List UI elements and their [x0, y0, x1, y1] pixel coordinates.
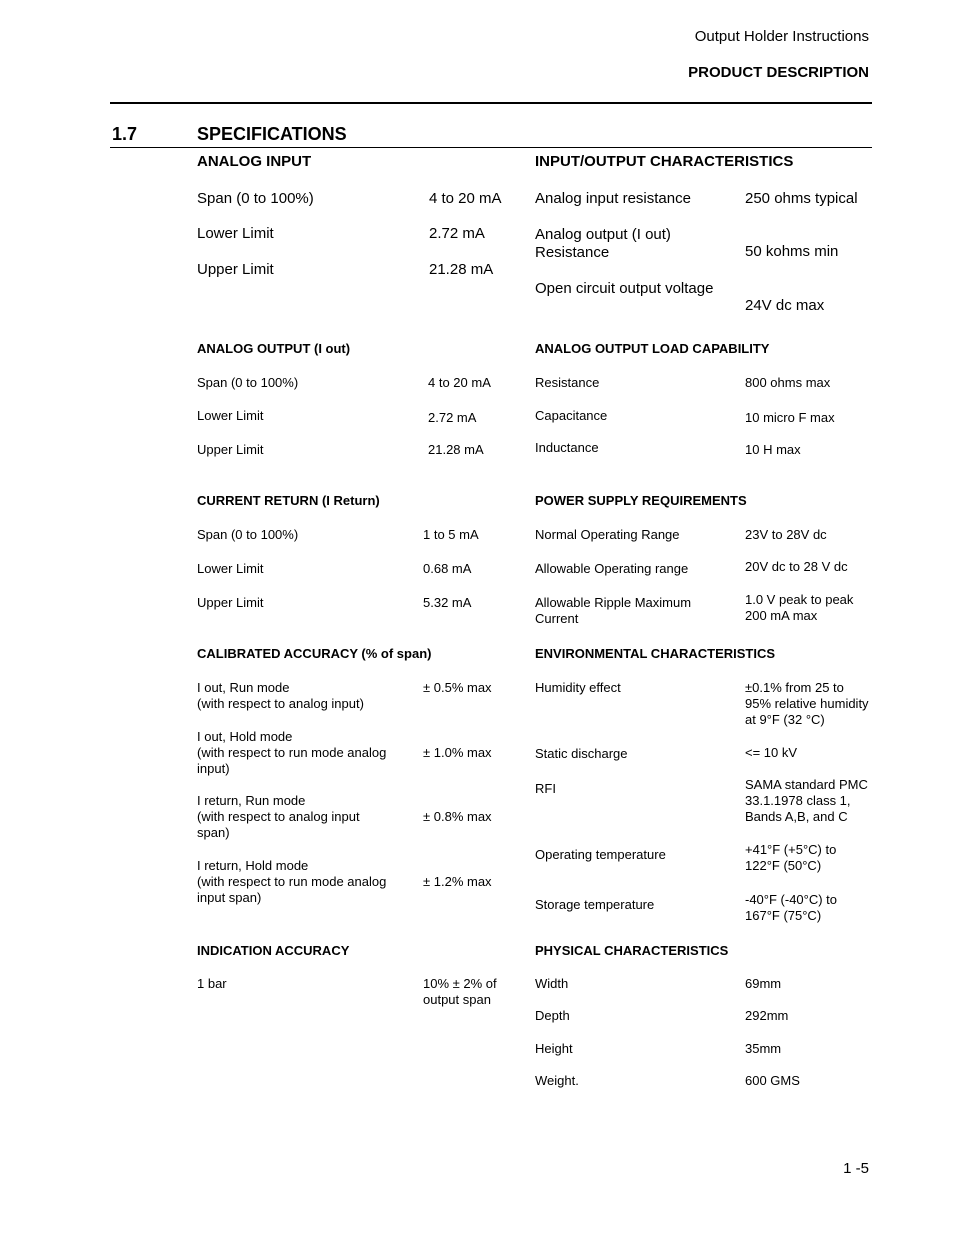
spec-value: 2.72 mA — [429, 225, 485, 242]
spec-label: Static discharge — [535, 746, 628, 761]
spec-label: Depth — [535, 1008, 570, 1023]
spec-value: 292mm — [745, 1008, 789, 1023]
section-title: SPECIFICATIONS — [197, 124, 347, 144]
spec-label: Capacitance — [535, 408, 608, 423]
spec-value: +41°F (+5°C) to 122°F (50°C) — [745, 842, 837, 873]
spec-label: Inductance — [535, 440, 599, 455]
calibrated-accuracy-heading: CALIBRATED ACCURACY (% of span) — [197, 646, 432, 661]
spec-label: Upper Limit — [197, 595, 264, 610]
spec-label: Width — [535, 976, 569, 991]
spec-value: 1 to 5 mA — [423, 527, 479, 542]
spec-label: Allowable Ripple Maximum Current — [535, 595, 692, 626]
analog-input-heading: ANALOG INPUT — [197, 153, 312, 170]
power-supply-heading: POWER SUPPLY REQUIREMENTS — [535, 493, 747, 508]
spec-value: 800 ohms max — [745, 375, 831, 390]
spec-label: I return, Run mode (with respect to analog input span) — [197, 793, 360, 840]
document-title: Output Holder Instructions — [694, 28, 869, 45]
spec-value: 10 micro F max — [745, 410, 835, 425]
io-characteristics-heading: INPUT/OUTPUT CHARACTERISTICS — [535, 153, 794, 170]
chapter-title: PRODUCT DESCRIPTION — [688, 64, 869, 81]
section-number: 1.7 — [112, 124, 138, 144]
spec-value: 35mm — [745, 1041, 782, 1056]
spec-label: Span (0 to 100%) — [197, 375, 299, 390]
spec-value: ± 0.5% max — [423, 680, 492, 695]
spec-value: 2.72 mA — [428, 410, 477, 425]
spec-label: Analog input resistance — [535, 190, 691, 207]
spec-label: Span (0 to 100%) — [197, 527, 299, 542]
spec-value: 600 GMS — [745, 1073, 800, 1088]
output-load-heading: ANALOG OUTPUT LOAD CAPABILITY — [535, 341, 770, 356]
spec-label: Open circuit output voltage — [535, 280, 714, 297]
spec-label: I out, Run mode (with respect to analog input) — [197, 680, 364, 711]
spec-label: Lower Limit — [197, 561, 264, 576]
spec-label: Analog output (I out) Resistance — [535, 226, 671, 261]
spec-value: 10% ± 2% of output span — [423, 976, 497, 1007]
spec-value: 23V to 28V dc — [745, 527, 827, 542]
environmental-heading: ENVIRONMENTAL CHARACTERISTICS — [535, 646, 776, 661]
spec-value: 50 kohms min — [745, 243, 839, 260]
indication-accuracy-heading: INDICATION ACCURACY — [197, 943, 350, 958]
spec-value: ± 0.8% max — [423, 809, 492, 824]
spec-value: -40°F (-40°C) to 167°F (75°C) — [745, 892, 838, 923]
analog-output-heading: ANALOG OUTPUT (I out) — [197, 341, 351, 356]
spec-label: Weight. — [535, 1073, 579, 1088]
header-divider — [110, 102, 872, 104]
section-divider — [110, 147, 872, 148]
spec-value: 21.28 mA — [429, 261, 494, 278]
spec-label: Span (0 to 100%) — [197, 190, 314, 207]
spec-label: Height — [535, 1041, 573, 1056]
spec-label: 1 bar — [197, 976, 227, 991]
spec-label: Operating temperature — [535, 847, 666, 862]
spec-label: RFI — [535, 781, 556, 796]
spec-value: 69mm — [745, 976, 782, 991]
spec-value: <= 10 kV — [745, 745, 798, 760]
spec-label: Storage temperature — [535, 897, 655, 912]
spec-label: Upper Limit — [197, 261, 274, 278]
spec-value: 10 H max — [745, 442, 801, 457]
spec-value: 4 to 20 mA — [428, 375, 491, 390]
current-return-heading: CURRENT RETURN (I Return) — [197, 493, 380, 508]
physical-heading: PHYSICAL CHARACTERISTICS — [535, 943, 729, 958]
spec-value: ± 1.2% max — [423, 874, 492, 889]
spec-value: ± 1.0% max — [423, 745, 492, 760]
spec-value: 0.68 mA — [423, 561, 472, 576]
spec-value: 24V dc max — [745, 297, 825, 314]
spec-label: I out, Hold mode (with respect to run mode analog input) — [197, 729, 387, 776]
spec-label: Lower Limit — [197, 225, 274, 242]
spec-value: 21.28 mA — [428, 442, 484, 457]
spec-value: 1.0 V peak to peak 200 mA max — [745, 592, 854, 623]
spec-label: Normal Operating Range — [535, 527, 680, 542]
spec-value: 250 ohms typical — [745, 190, 858, 207]
spec-value: 4 to 20 mA — [429, 190, 502, 207]
spec-label: Lower Limit — [197, 408, 264, 423]
spec-label: I return, Hold mode (with respect to run mode analog input span) — [197, 858, 387, 905]
spec-value: SAMA standard PMC 33.1.1978 class 1, Bands A,B, and C — [745, 777, 868, 824]
spec-label: Resistance — [535, 375, 600, 390]
spec-value: 5.32 mA — [423, 595, 472, 610]
spec-label: Upper Limit — [197, 442, 264, 457]
spec-label: Humidity effect — [535, 680, 621, 695]
page-number: 1 -5 — [843, 1160, 869, 1177]
spec-label: Allowable Operating range — [535, 561, 689, 576]
spec-value: 20V dc to 28 V dc — [745, 559, 848, 574]
spec-value: ±0.1% from 25 to 95% relative humidity at 9°F (32 °C) — [745, 680, 869, 727]
